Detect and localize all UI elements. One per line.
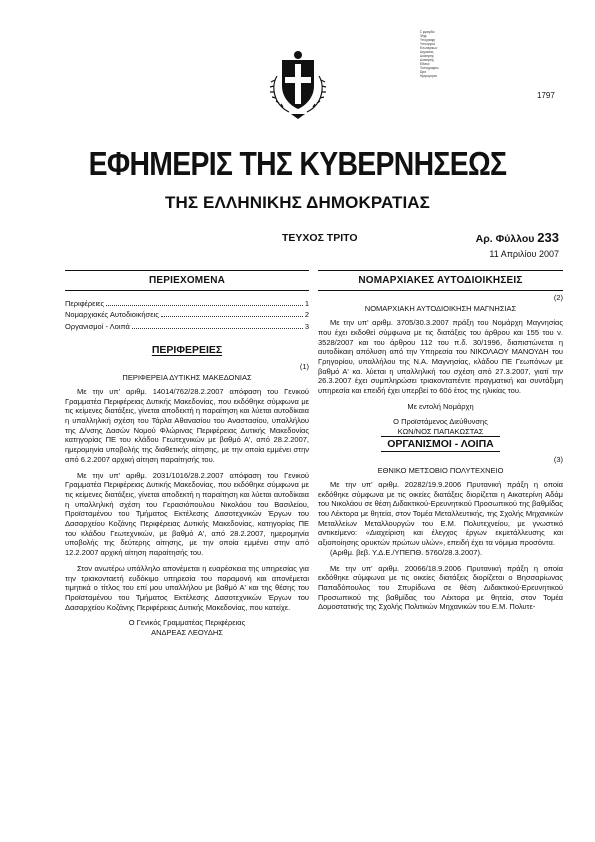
prefecture-name: ΝΟΜΑΡΧΙΑΚΗ ΑΥΤΟΔΙΟΙΚΗΣΗ ΜΑΓΝΗΣΙΑΣ [364, 304, 517, 314]
gazette-title: ΕΦΗΜΕΡΙΣ ΤΗΣ ΚΥΒΕΡΝΗΣΕΩΣ [88, 145, 507, 182]
toc-item[interactable]: Περιφέρειες 1 [65, 298, 309, 308]
contents-heading: ΠΕΡΙΕΧΟΜΕΝΑ [148, 275, 226, 286]
decision-paragraph: Στον ανωτέρω υπάλληλο απονέμεται η ευαρέσκεια της υπηρεσίας για την τριακονταετή ευδόκιμο υπηρεσία του παραμονή και απονέμεται τιμητικά ο τίτλος του επί μου υπαλλήλου με βαθμό Α' και της θέσης του Προϊσταμένου του Τμήματος Εκτέλεσης Δασοτεχνικών Έργων του Δασαρχείου Κοζάνης Περιφέρειας Δυτικής Μακεδονίας, που κατείχε. [65, 563, 309, 612]
section-heading-regions: ΠΕΡΙΦΕΡΕΙΕΣ [151, 343, 223, 356]
decision-paragraph: Με την υπ' αριθμ. 3705/30.3.2007 πράξη του Νομάρχη Μαγνησίας που έχει εκδοθεί σύμφωνα με τις διατάξεις του άρθρου και 155 του ν. 3528/2007 και του άρθρου 112 του π.δ. 30/1996, διαπιστώνεται η αυτοδίκαιη απόλυση από την Υπηρεσία του ΝΙΚΟΛΑΟΥ ΜΑΝΟΥΔΗ του Γρηγορίου, υπαλλήλου της Ν.Α. Μαγνησίας, κλάδου ΠΕ Γεωπόνων με βαθμό Α' κα. λύεται η υπαλληλική του σχέση από 27.3.2007, γιατί την 26.3.2007 έχει συμπληρώσει τριακονταπέντε πραγματική και συντάξιμη υπηρεσία και επειδή έχει υπερβεί το 60ό έτος της ηλικίας του. [318, 318, 563, 396]
decision-paragraph: Με την υπ' αριθμ. 14014/762/28.2.2007 απόφαση του Γενικού Γραμματέα Περιφέρειας Δυτικής Μακεδονίας, που εκδόθηκε σύμφωνα με τις κείμενες διατάξεις, γίνεται αποδεκτή η παραίτηση και λύεται αυτοδίκαια η υπαλληλική σχέση του Τάρλα Αθανασίου του Αναστασίου, υπαλλήλου της Δ/νσης Δασών Νομού Φλώρινας Περιφέρειας Δυτικής Μακεδονίας κατηγορίας ΠΕ του κλάδου Γεωτεχνικών με βαθμό Α', από 28.2.2007, ημερομηνία υποβολής της διαθετικής αίτησης, με την οποία εμμένει στην από 6.2.2007 αρχική αίτηση παραίτησής του. [65, 386, 309, 464]
left-column [65, 270, 309, 638]
item-number: (1) [299, 361, 309, 371]
signatory-name: ΑΝΔΡΕΑΣ ΛΕΟΥΔΗΣ [151, 628, 223, 638]
issue-date: 11 Απριλίου 2007 [489, 249, 559, 259]
right-column [318, 270, 563, 618]
decision-paragraph: Με την υπ' αριθμ. 2031/1016/28.2.2007 απόφαση του Γενικού Γραμματέα Περιφέρειας Δυτικής Μακεδονίας, που εκδόθηκε σύμφωνα με τις κείμενες διατάξεις, γίνεται αποδεκτή η παραίτηση και λύεται αυτοδίκαια η υπαλληλική σχέση του Γερασιόπουλου Νικολάου του Βασιλείου, Προϊσταμένου του Τμήματος Εκτέλεσης Δασοτεχνικών Έργων του Δασαρχείου Κοζάνης Περιφέρειας Δυτικής Μακεδονίας, κατηγορίας ΠΕ του κλάδου Γεωτεχνικών, με βαθμό Α', από 28.2.2007, ημερομηνία υποβολής της δεύτερης αίτησης, με την οποία εμμένει στην από 12.2.2007 αρχική αίτηση παραίτησής του. [65, 470, 309, 558]
reference-note: (Αριθμ. βεβ. Υ.Δ.Ε./ΥΠΕΠΘ. 5760/28.3.2007). [330, 547, 483, 557]
item-number: (3) [553, 454, 563, 464]
toc-item[interactable]: Νομαρχιακές Αυτοδιοικήσεις 2 [65, 310, 309, 320]
decision-paragraph: Με την υπ' αριθμ. 20066/18.9.2006 Πρυτανική πράξη η οποία εκδόθηκε σύμφωνα με τις οικείες διατάξεις διορίζεται ο Βησσαρίωνας Παπαδόπουλος του Σπυρίδωνα σε θέση Διδακτικού-Ερευνητικού Προσωπικού της βαθμίδας του Λέκτορα με θητεία, στον Τομέα Δομοστατικής της Σχολής Πολιτικών Μηχανικών του Ε.Μ. Πολυτε- [318, 563, 563, 612]
rule [318, 290, 563, 291]
toc-item[interactable]: Οργανισμοί - Λοιπά 3 [65, 322, 309, 332]
section-heading-prefectures: ΝΟΜΑΡΧΙΑΚΕΣ ΑΥΤΟΔΙΟΙΚΗΣΕΙΣ [358, 275, 523, 286]
decision-paragraph: Με την υπ' αριθμ. 20282/19.9.2006 Πρυτανική πράξη η οποία εκδόθηκε σύμφωνα με τις οικείες διατάξεις διορίζεται η Αικατερίνη Αδάμ του Νικολάου σε θέση Διδακτικού-Ερευνητικού Προσωπικού της βαθμίδας του Λέκτορα με θητεία, στον Τομέα Μεταλλευτικής, της Σχολής Μηχανικών Μεταλλείων Μεταλλουργών του Ε.Μ. Πολυτεχνείου, με γνωστικό αντικείμενο: «Διαχείριση και έλεγχος έργων εκμετάλλευσης και αξιοποίησης ορυκτών πρώτων υλών», επειδή έχει τα νόμιμα προσόντα. [318, 479, 563, 548]
signatory-role: Ο Προϊστάμενος Διεύθυνσης [393, 417, 488, 427]
section-heading-organisations: ΟΡΓΑΝΙΣΜΟΙ - ΛΟΙΠΑ [318, 437, 563, 453]
institution-name: ΕΘΝΙΚΟ ΜΕΤΣΟΒΙΟ ΠΟΛΥΤΕΧΝΕΙΟ [377, 466, 504, 476]
greek-coat-of-arms-icon [267, 46, 329, 120]
item-number: (2) [553, 292, 563, 302]
order-line: Με εντολή Νομάρχη [407, 401, 474, 411]
page-number: 1797 [537, 91, 555, 100]
region-name: ΠΕΡΙΦΕΡΕΙΑ ΔΥΤΙΚΗΣ ΜΑΚΕΔΟΝΙΑΣ [122, 373, 252, 383]
signatory-name: ΚΩΝ/ΝΟΣ ΠΑΠΑΚΩΣΤΑΣ [397, 427, 484, 437]
issue-number: Αρ. Φύλλου 233 [475, 230, 559, 245]
gazette-subtitle: ΤΗΣ ΕΛΛΗΝΙΚΗΣ ΔΗΜΟΚΡΑΤΙΑΣ [165, 193, 430, 212]
issue-series: ΤΕΥΧΟΣ ΤΡΙΤΟ [282, 232, 358, 244]
digital-signature-imprint: Σ φραγιδα Ψηφ Υπογραφη Υπουργειο Εσωτερικων Δημοσιας Διοικησης Διοικησης Εθνικο Τυπογραφειο Ωρα Ημερομηνια [420, 30, 439, 78]
signatory-role: Ο Γενικός Γραμματέας Περιφέρειας [128, 618, 246, 628]
